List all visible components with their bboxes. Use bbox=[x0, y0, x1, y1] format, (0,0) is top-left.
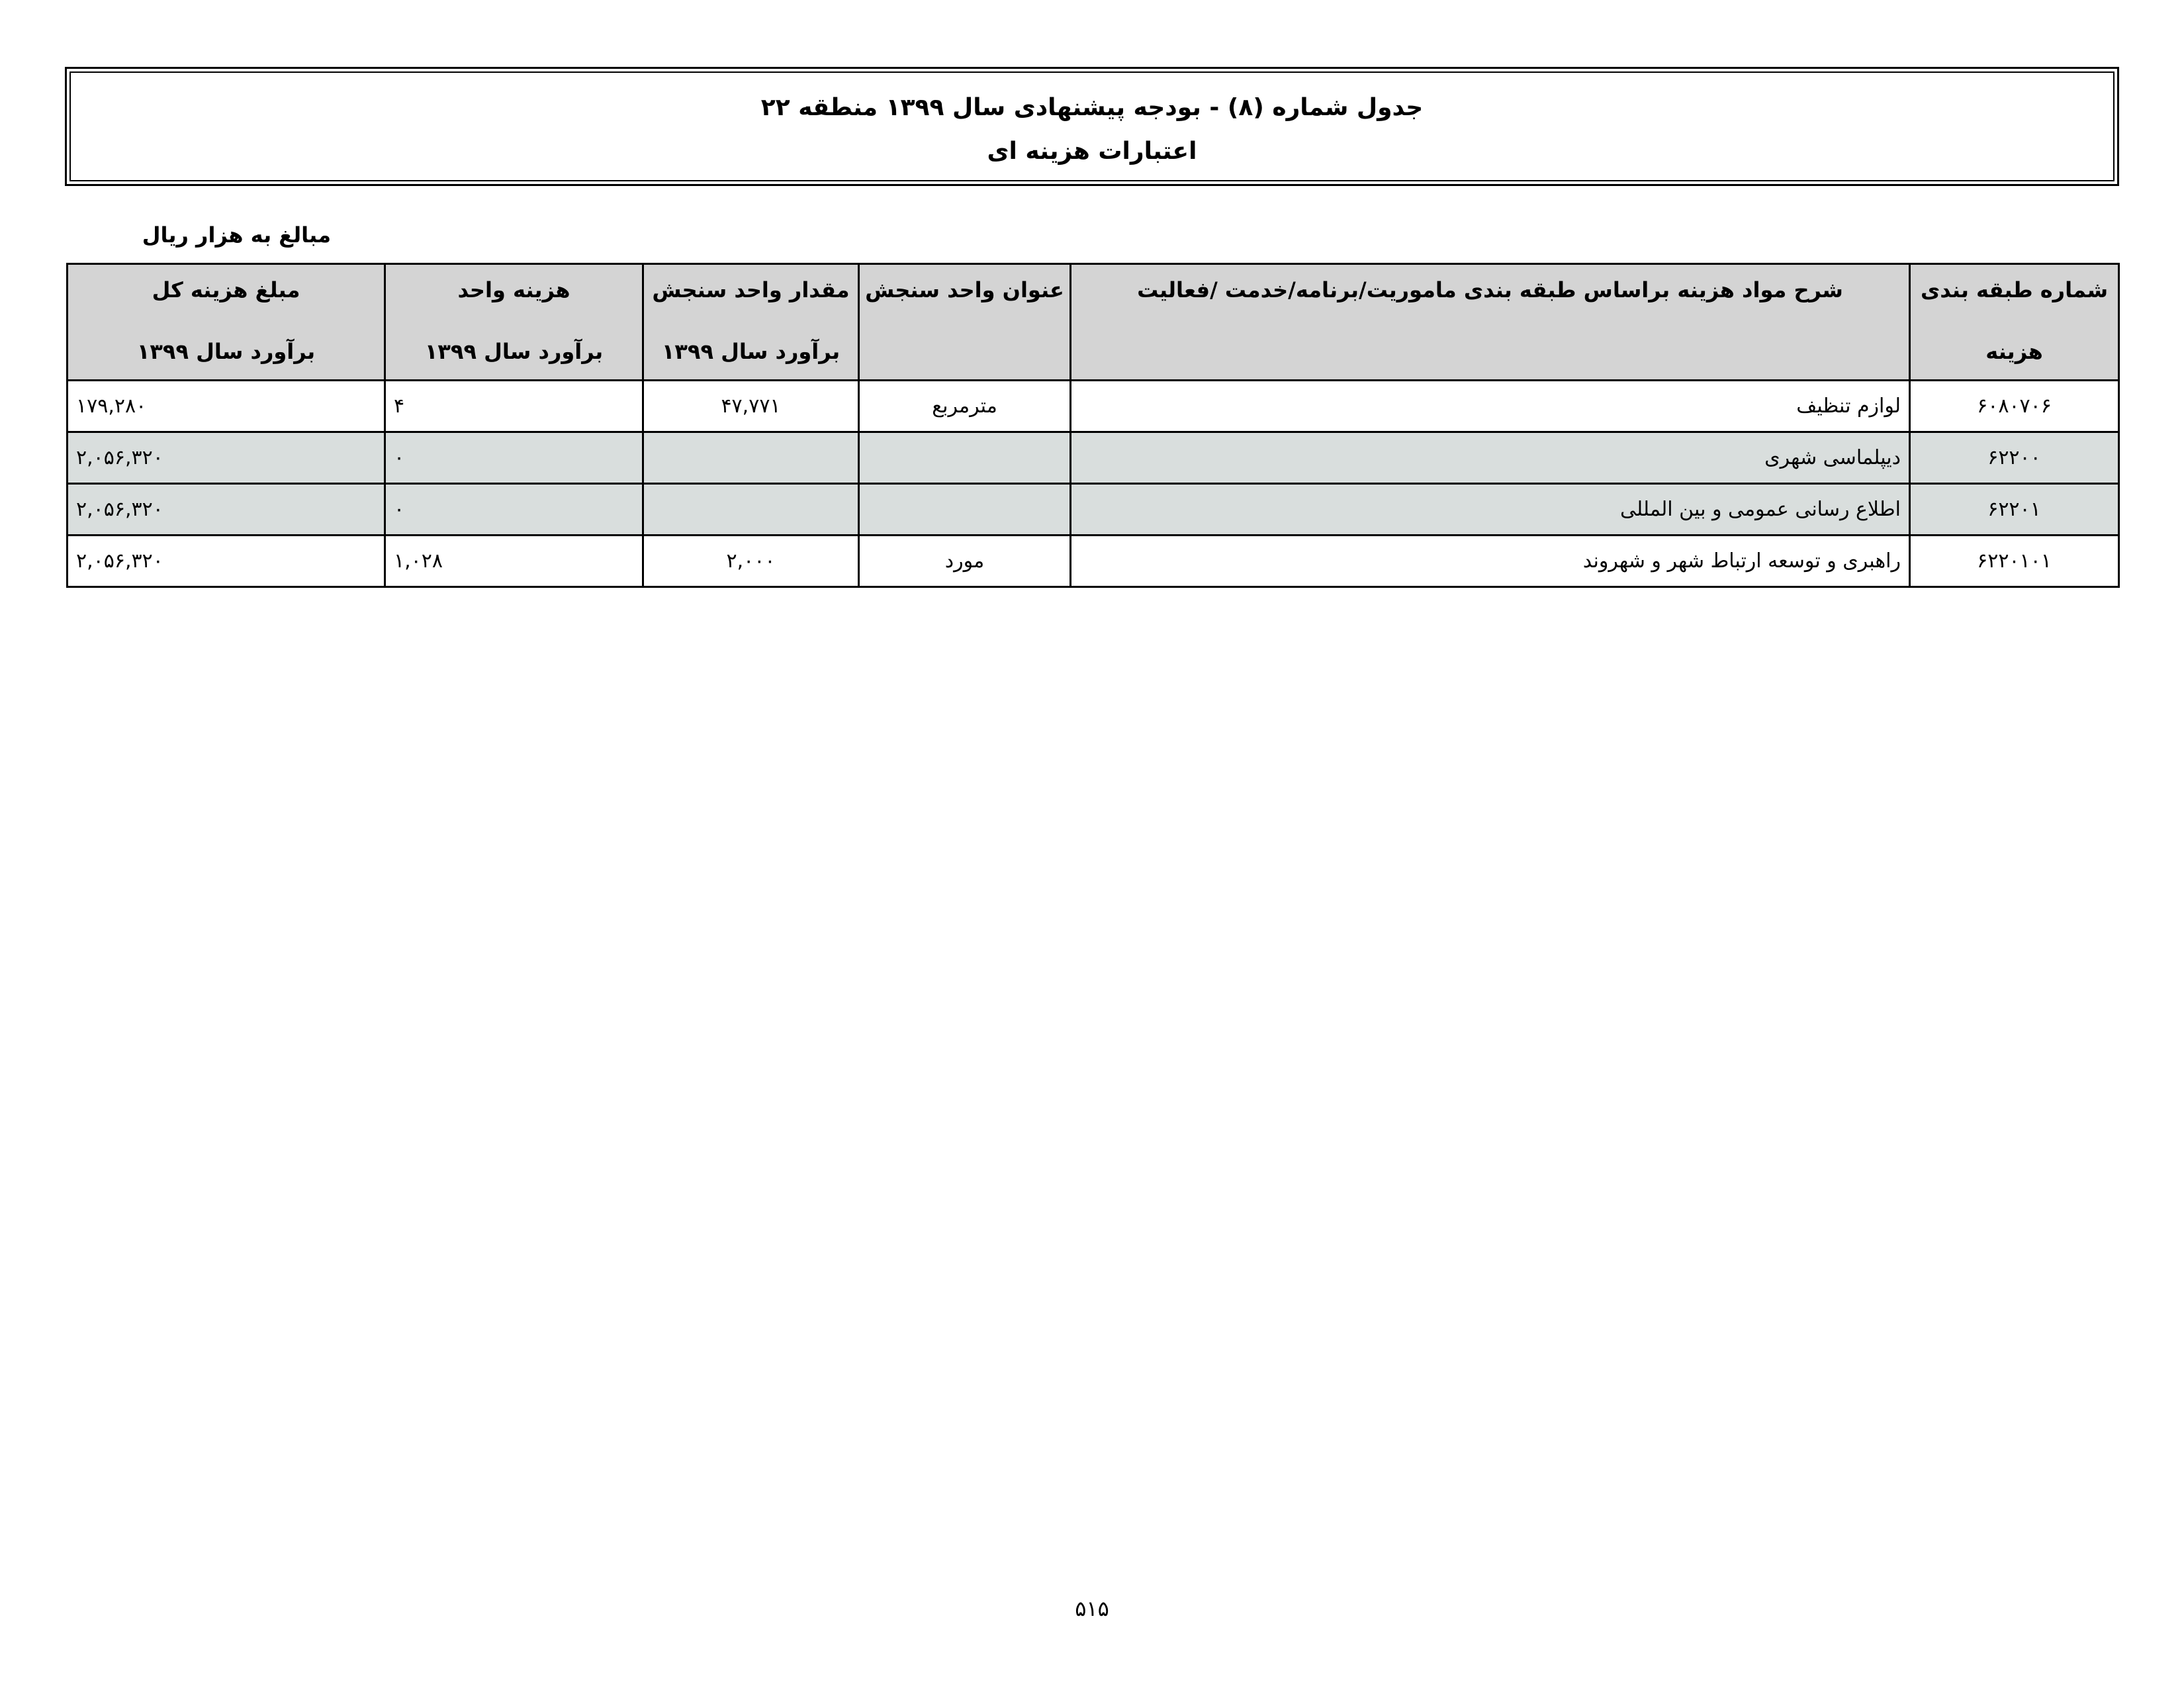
cell-total: ۲,۰۵۶,۳۲۰ bbox=[68, 484, 385, 536]
header-code-line2: هزینه bbox=[1985, 339, 2043, 364]
header-unit-cost-line2: برآورد سال ۱۳۹۹ bbox=[424, 339, 604, 364]
page-subtitle: اعتبارات هزینه ای bbox=[987, 138, 1197, 165]
header-code-line1: شماره طبقه بندی bbox=[1920, 277, 2109, 303]
header-unit-cost bbox=[385, 264, 643, 381]
page-title: جدول شماره (۸) - بودجه پیشنهادی سال ۱۳۹۹ منطقه ۲۲ bbox=[760, 94, 1424, 121]
table-row bbox=[68, 536, 2119, 587]
cell-unit: مترمربع bbox=[859, 381, 1071, 432]
budget-table bbox=[66, 263, 2120, 588]
cell-unit: مورد bbox=[859, 536, 1071, 587]
cell-code: ۶۲۲۰۱۰۱ bbox=[1910, 536, 2119, 587]
header-unit-title-line1: عنوان واحد سنجش bbox=[865, 277, 1064, 303]
header-quantity-line2: برآورد سال ۱۳۹۹ bbox=[661, 339, 841, 364]
header-quantity-line1: مقدار واحد سنجش bbox=[652, 277, 850, 303]
header-total-line2: برآورد سال ۱۳۹۹ bbox=[136, 339, 316, 364]
cell-unit-cost: ۴ bbox=[385, 381, 643, 432]
page-number: ۵۱۵ bbox=[1075, 1596, 1109, 1621]
cell-unit bbox=[859, 432, 1071, 484]
table-header-row bbox=[68, 264, 2119, 381]
header-quantity bbox=[643, 264, 859, 381]
table-row bbox=[68, 432, 2119, 484]
cell-code: ۶۲۲۰۰ bbox=[1910, 432, 2119, 484]
cell-unit-cost: ۱,۰۲۸ bbox=[385, 536, 643, 587]
cell-quantity bbox=[643, 484, 859, 536]
cell-code: ۶۰۸۰۷۰۶ bbox=[1910, 381, 2119, 432]
header-description bbox=[1071, 264, 1910, 381]
cell-quantity: ۲,۰۰۰ bbox=[643, 536, 859, 587]
header-total-line1: مبلغ هزینه کل bbox=[152, 277, 300, 303]
cell-quantity bbox=[643, 432, 859, 484]
cell-description: راهبری و توسعه ارتباط شهر و شهروند bbox=[1071, 536, 1910, 587]
header-code bbox=[1910, 264, 2119, 381]
table-row bbox=[68, 381, 2119, 432]
cell-description: لوازم تنظیف bbox=[1071, 381, 1910, 432]
cell-description: اطلاع رسانی عمومی و بین المللی bbox=[1071, 484, 1910, 536]
cell-unit-cost: ۰ bbox=[385, 432, 643, 484]
cell-total: ۱۷۹,۲۸۰ bbox=[68, 381, 385, 432]
title-box-inner bbox=[69, 71, 2115, 181]
cell-total: ۲,۰۵۶,۳۲۰ bbox=[68, 536, 385, 587]
table-row bbox=[68, 484, 2119, 536]
cell-quantity: ۴۷,۷۷۱ bbox=[643, 381, 859, 432]
header-total bbox=[68, 264, 385, 381]
cell-unit bbox=[859, 484, 1071, 536]
header-description-line1: شرح مواد هزینه براساس طبقه بندی ماموریت/برنامه/خدمت /فعالیت bbox=[1137, 277, 1843, 303]
header-unit-title bbox=[859, 264, 1071, 381]
currency-note: مبالغ به هزار ریال bbox=[142, 222, 331, 248]
cell-unit-cost: ۰ bbox=[385, 484, 643, 536]
cell-total: ۲,۰۵۶,۳۲۰ bbox=[68, 432, 385, 484]
cell-code: ۶۲۲۰۱ bbox=[1910, 484, 2119, 536]
title-box bbox=[65, 67, 2119, 186]
header-unit-cost-line1: هزینه واحد bbox=[457, 277, 570, 303]
cell-description: دیپلماسی شهری bbox=[1071, 432, 1910, 484]
